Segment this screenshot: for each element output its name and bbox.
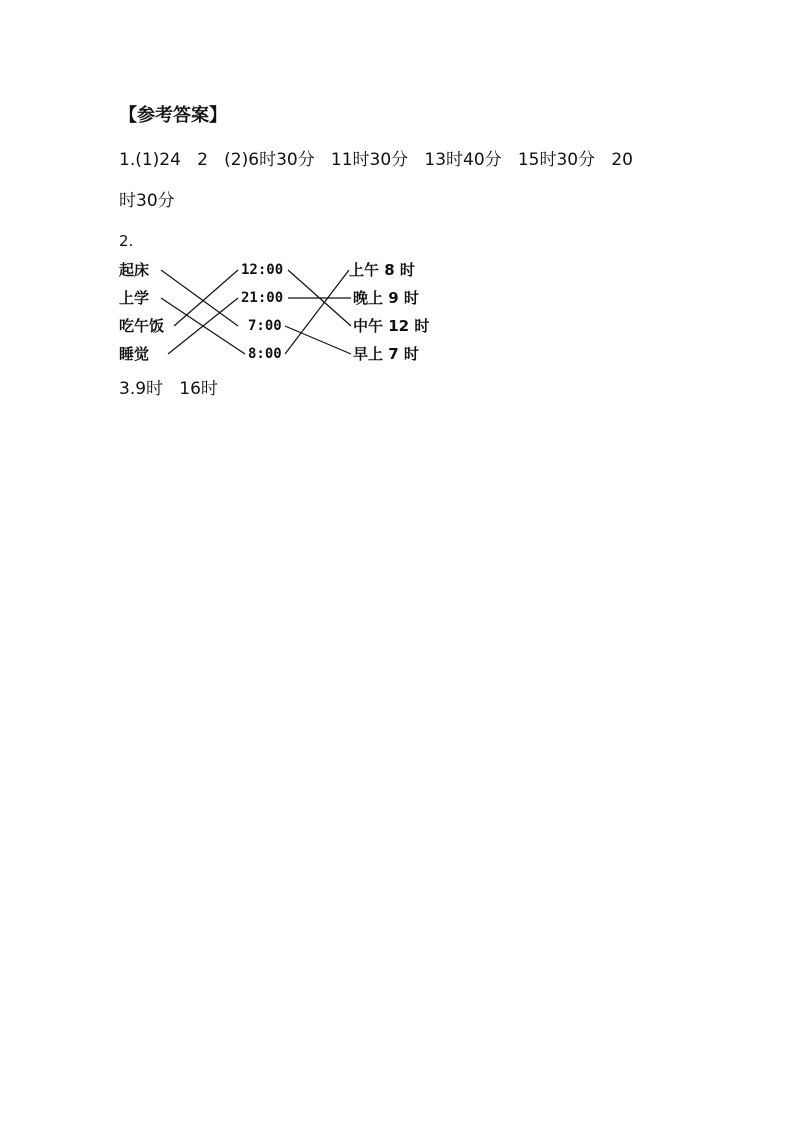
match-line-qichuang-7 xyxy=(161,270,238,326)
time-description-item: 早上 7 时 xyxy=(353,345,419,363)
match-line-8-forenoon xyxy=(285,270,349,354)
activity-item: 起床 xyxy=(119,261,150,279)
answer-heading: 【参考答案】 xyxy=(119,105,227,126)
time-description-item: 中午 12 时 xyxy=(353,317,430,335)
time-item: 8:00 xyxy=(248,346,282,362)
time-item: 12:00 xyxy=(241,262,284,278)
match-line-shuijiao-21 xyxy=(168,298,238,354)
matching-diagram xyxy=(117,258,447,370)
answer-1-line-2: 时30分 xyxy=(119,191,175,211)
activity-item: 上学 xyxy=(119,289,150,307)
answer-3: 3.9时 16时 xyxy=(119,379,218,399)
answer-1-line-1: 1.(1)24 2 (2)6时30分 11时30分 13时40分 15时30分 20 xyxy=(119,150,633,170)
match-line-7-morning xyxy=(285,326,351,354)
match-line-wufan-12 xyxy=(174,270,238,326)
time-description-item: 上午 8 时 xyxy=(349,261,415,279)
activity-item: 睡觉 xyxy=(119,345,150,363)
time-item: 7:00 xyxy=(248,318,282,334)
answer-2-label: 2. xyxy=(119,232,134,250)
time-item: 21:00 xyxy=(241,290,284,306)
time-description-item: 晚上 9 时 xyxy=(353,289,419,307)
activity-item: 吃午饭 xyxy=(119,317,165,335)
